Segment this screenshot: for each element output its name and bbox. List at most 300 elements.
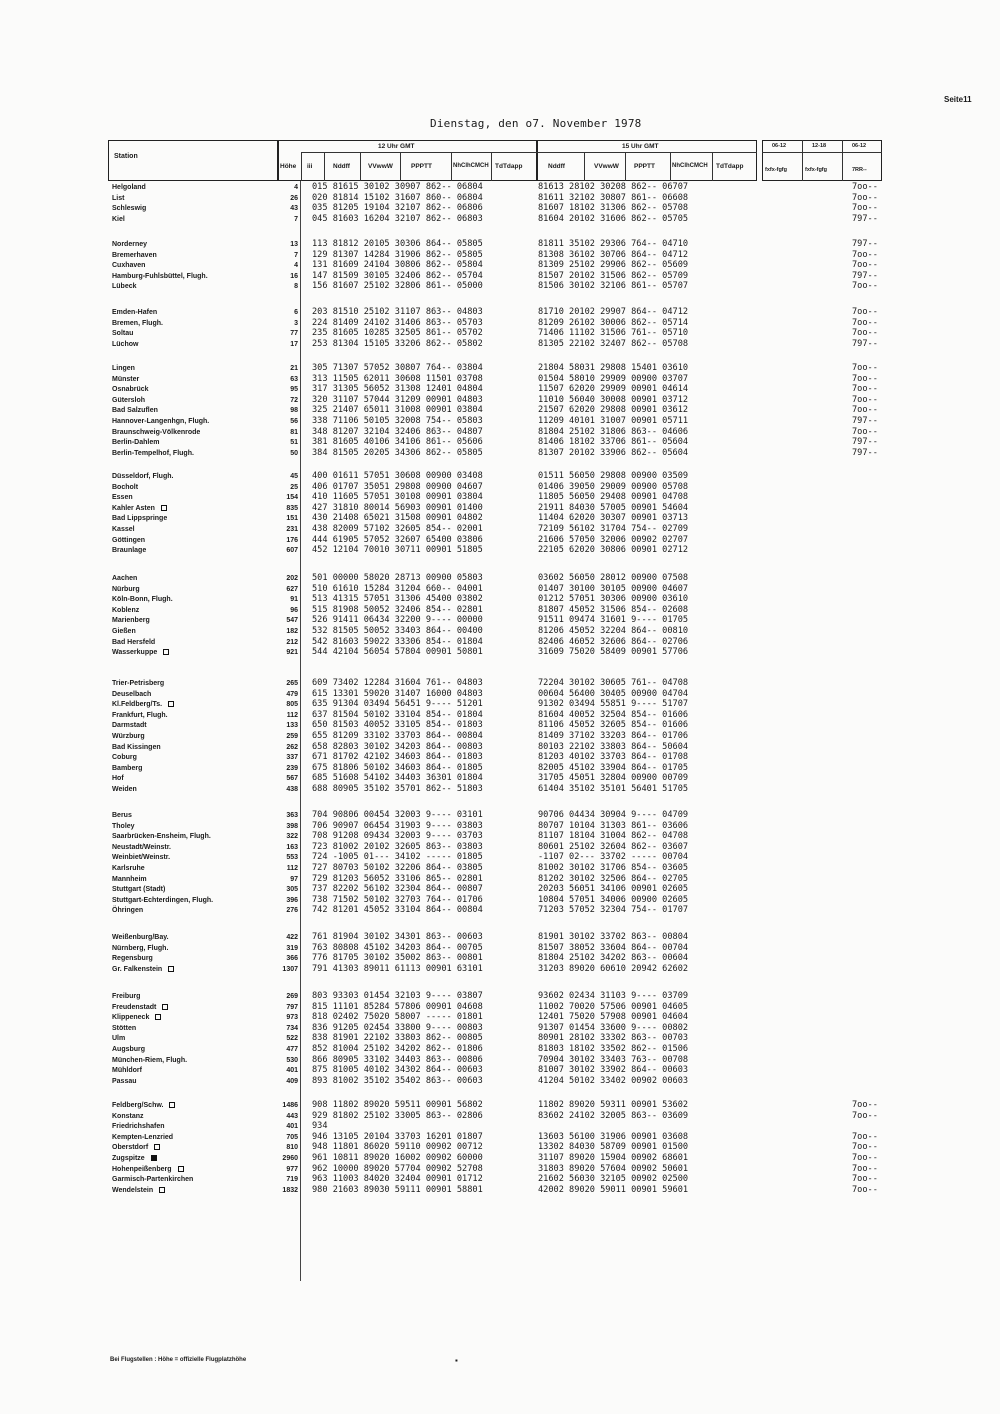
table-row: [0, 1024, 1000, 1035]
obs-15utc: 72109 56102 31704 754-- 02709: [538, 523, 689, 534]
obs-12utc: 776 81705 30102 35002 863-- 00801: [312, 953, 483, 964]
station-label: Bocholt: [112, 483, 139, 491]
station-group: [0, 364, 1000, 459]
station-name: [112, 1101, 175, 1111]
station-name: [112, 272, 208, 282]
station-name: [112, 1056, 187, 1066]
table-row: [0, 449, 1000, 460]
station-name: [112, 1034, 125, 1044]
obs-15utc: 12401 75020 57908 00901 04604: [538, 1012, 689, 1023]
obs-12utc: 131 81609 24104 30806 862-- 05804: [312, 260, 483, 271]
obs-15utc: 81107 18104 31004 862-- 04708: [538, 831, 689, 842]
station-height: 705: [286, 1133, 298, 1141]
obs-12utc: 609 73402 12284 31604 761-- 04803: [312, 678, 483, 688]
station-name: [112, 438, 159, 448]
obs-12utc: 742 81201 45052 33104 864-- 00804: [312, 905, 483, 916]
obs-15utc: 81507 20102 31506 862-- 05709: [538, 270, 689, 281]
station-name: [112, 595, 173, 605]
station-name: [112, 811, 132, 821]
tt-header-15: TdTdapp: [716, 163, 744, 170]
obs-15utc: 81803 18102 33502 862-- 01506: [538, 1043, 689, 1054]
obs-extra: 7oo--: [852, 1131, 878, 1142]
station-height: 212: [286, 638, 298, 646]
obs-15utc: 13603 56100 31906 00901 03608: [538, 1131, 689, 1142]
station-label: Ulm: [112, 1035, 126, 1043]
station-name: [112, 585, 140, 595]
station-label: Feldberg/Schw.: [112, 1102, 164, 1109]
obs-12utc: 410 11605 57051 30108 00901 03804: [312, 492, 483, 503]
mountain-station-icon: [154, 1144, 160, 1150]
obs-15utc: 61404 35102 35101 56401 51705: [538, 783, 689, 794]
obs-12utc: 113 81812 20105 30306 864-- 05805: [312, 239, 483, 249]
table-row: [0, 251, 1000, 262]
ppp-header-12: PPPTT: [411, 163, 432, 170]
table-row: [0, 832, 1000, 843]
station-name: [112, 240, 147, 250]
obs-12utc: 381 81605 40106 34106 861-- 05606: [312, 437, 483, 448]
station-name: [112, 1066, 142, 1076]
table-row: [0, 711, 1000, 722]
obs-15utc: 21606 57050 32006 00902 02707: [538, 534, 689, 545]
obs-12utc: 615 13301 59020 31407 16000 04803: [312, 688, 483, 699]
obs-12utc: 803 93303 01454 32103 9---- 03807: [312, 991, 483, 1001]
obs-12utc: 761 81904 30102 34301 863-- 00603: [312, 932, 483, 942]
table-row: [0, 493, 1000, 504]
obs-12utc: 452 12104 70010 30711 00901 51805: [312, 545, 483, 556]
obs-12utc: 961 10811 89020 16002 00902 60000: [312, 1152, 483, 1163]
obs-15utc: 81811 35102 29306 764-- 04710: [538, 239, 689, 249]
obs-12utc: 948 11801 86020 59110 00902 00712: [312, 1142, 483, 1153]
obs-15utc: 81206 45052 32204 864-- 00810: [538, 625, 689, 636]
ppp-header-15: PPPTT: [634, 163, 655, 170]
mountain-station-icon: [163, 649, 169, 655]
station-label: Osnabrück: [112, 386, 149, 394]
obs-extra: 7oo--: [852, 1100, 878, 1110]
station-label: Weinbiet/Weinstr.: [112, 854, 171, 862]
station-name: [112, 616, 150, 626]
station-label: Bad Lippspringe: [112, 515, 168, 523]
table-row: [0, 843, 1000, 854]
obs-12utc: 542 81603 59022 33306 854-- 01804: [312, 636, 483, 647]
station-name: [112, 679, 164, 689]
table-row: [0, 396, 1000, 407]
station-label: Passau: [112, 1077, 137, 1085]
station-label: Regensburg: [112, 955, 153, 963]
mountain-station-icon: [168, 701, 174, 707]
station-name: [112, 732, 145, 742]
station-label: Hohenpeißenberg: [112, 1165, 172, 1173]
station-name: [112, 843, 171, 853]
station-name: [112, 743, 161, 753]
station-label: Wendelstein: [112, 1186, 154, 1194]
table-row: [0, 785, 1000, 796]
obs-15utc: 90706 04434 30904 9---- 04709: [538, 810, 689, 820]
station-height: 719: [286, 1176, 298, 1184]
obs-12utc: 224 81409 24102 31406 863-- 05703: [312, 317, 483, 328]
station-height: 530: [286, 1056, 298, 1064]
iii-header: iii: [307, 163, 313, 170]
station-label: Gießen: [112, 627, 136, 635]
table-row: [0, 721, 1000, 732]
obs-12utc: 727 80703 50102 32206 864-- 03805: [312, 862, 483, 873]
station-label: Bad Salzuflen: [112, 407, 158, 415]
station-name: [112, 1186, 165, 1196]
page-number: Seite11: [944, 95, 972, 104]
obs-12utc: 815 11101 85284 57806 00901 04608: [312, 1001, 483, 1012]
obs-extra: 7oo--: [852, 1110, 878, 1121]
table-row: [0, 743, 1000, 754]
extra-header-3: 06-12: [852, 143, 867, 149]
station-height: 366: [286, 955, 298, 963]
station-label: Klippeneck: [112, 1014, 150, 1022]
station-label: Wasserkuppe: [112, 649, 158, 657]
mountain-station-icon: [178, 1166, 184, 1172]
station-name: [112, 340, 138, 350]
table-row: [0, 944, 1000, 955]
obs-extra: 7oo--: [852, 426, 878, 437]
obs-extra: 7oo--: [852, 1152, 878, 1163]
table-row: [0, 1003, 1000, 1014]
station-height: 8: [294, 283, 298, 291]
mountain-station-icon: [169, 1102, 175, 1108]
obs-extra: 7oo--: [852, 405, 878, 416]
station-name: [112, 215, 125, 225]
table-row: [0, 585, 1000, 596]
station-label: Oberstdorf: [112, 1144, 149, 1152]
table-row: [0, 574, 1000, 585]
table-row: [0, 1175, 1000, 1186]
obs-15utc: 31107 89020 15904 00902 68601: [538, 1152, 689, 1163]
obs-12utc: 305 71307 57052 30807 764-- 03804: [312, 363, 483, 373]
obs-15utc: 11507 62020 29909 00901 04614: [538, 384, 689, 395]
station-name: [112, 472, 173, 482]
station-name: [112, 864, 145, 874]
obs-15utc: 81106 45052 32605 854-- 01606: [538, 720, 689, 731]
table-row: [0, 1101, 1000, 1112]
station-header: Station: [114, 153, 138, 160]
station-height: 322: [286, 833, 298, 841]
table-row: [0, 1077, 1000, 1088]
station-height: 977: [286, 1165, 298, 1173]
station-label: Marienberg: [112, 617, 150, 625]
time15-header: 15 Uhr GMT: [622, 143, 659, 150]
station-name: [112, 992, 140, 1002]
obs-12utc: 544 42104 56054 57804 00901 50801: [312, 647, 483, 658]
station-name: [112, 627, 136, 637]
station-group: [0, 240, 1000, 293]
station-name: [112, 906, 143, 916]
obs-12utc: 400 01611 57051 30608 00900 03408: [312, 471, 483, 481]
obs-15utc: 01511 56050 29808 00900 03509: [538, 471, 689, 481]
obs-15utc: 01406 39050 29009 00900 05708: [538, 481, 689, 492]
obs-15utc: 81305 22102 32407 862-- 05708: [538, 338, 689, 349]
table-row: [0, 1066, 1000, 1077]
obs-15utc: 21507 62020 29808 00901 03612: [538, 405, 689, 416]
obs-15utc: 91511 09474 31601 9---- 01705: [538, 615, 689, 626]
station-label: Karlsruhe: [112, 864, 145, 872]
station-label: Bremerhaven: [112, 251, 157, 259]
station-label: Mannheim: [112, 875, 147, 883]
obs-12utc: 253 81304 15105 33206 862-- 05802: [312, 338, 483, 349]
obs-15utc: 41204 50102 33402 00902 00603: [538, 1075, 689, 1086]
station-name: [112, 832, 211, 842]
station-label: Würzburg: [112, 732, 145, 740]
obs-15utc: 80103 22102 33803 864-- 50604: [538, 741, 689, 752]
obs-15utc: 81804 25102 31806 863-- 04606: [538, 426, 689, 437]
obs-15utc: 11002 70020 57506 00901 04605: [538, 1001, 689, 1012]
station-name: [112, 1024, 136, 1034]
station-group: [0, 933, 1000, 975]
table-row: [0, 272, 1000, 283]
station-name: [112, 721, 147, 731]
table-row: [0, 194, 1000, 205]
table-row: [0, 483, 1000, 494]
obs-15utc: 81202 30102 32506 864-- 02705: [538, 873, 689, 884]
station-label: Köln-Bonn, Flugh.: [112, 596, 173, 604]
table-row: [0, 319, 1000, 330]
obs-15utc: 80707 10104 31303 861-- 03606: [538, 820, 689, 831]
station-name: [112, 933, 169, 943]
station-label: Mühldorf: [112, 1067, 142, 1075]
station-name: [112, 329, 133, 339]
station-name: [112, 493, 133, 503]
station-label: Öhringen: [112, 907, 144, 915]
obs-15utc: 82406 46052 32606 864-- 02706: [538, 636, 689, 647]
station-height: 409: [286, 1077, 298, 1085]
obs-extra: 7oo--: [852, 182, 878, 192]
obs-15utc: 31705 45051 32804 00900 00709: [538, 773, 689, 784]
station-height: 21: [290, 365, 298, 372]
table-row: [0, 1133, 1000, 1144]
obs-extra: 797--: [852, 437, 878, 448]
nh-header-15: NhClhCMCH: [672, 163, 708, 169]
station-height: 401: [286, 1123, 298, 1131]
station-name: [112, 648, 169, 658]
station-height: 398: [286, 822, 298, 830]
table-row: [0, 896, 1000, 907]
station-label: Braunschweig-Völkenrode: [112, 428, 201, 436]
station-height: 810: [286, 1144, 298, 1152]
obs-15utc: 81507 38052 33604 864-- 00704: [538, 942, 689, 953]
obs-15utc: 03602 56050 28012 00900 07508: [538, 573, 689, 583]
obs-12utc: 852 81004 25102 34202 862-- 01806: [312, 1043, 483, 1054]
obs-15utc: 22105 62020 30806 00901 02712: [538, 545, 689, 556]
table-row: [0, 933, 1000, 944]
station-label: Emden-Hafen: [112, 309, 158, 316]
obs-15utc: 81308 36102 30706 864-- 04712: [538, 249, 689, 260]
station-label: Kl.Feldberg/Ts.: [112, 701, 163, 709]
station-name: [112, 753, 137, 763]
obs-15utc: 81611 32102 30807 861-- 06608: [538, 192, 689, 203]
station-name: [112, 536, 145, 546]
station-group: [0, 1101, 1000, 1196]
station-height: 276: [286, 907, 298, 915]
station-name: [112, 525, 135, 535]
table-row: [0, 329, 1000, 340]
obs-15utc: 81613 28102 30208 862-- 06707: [538, 182, 689, 192]
obs-15utc: 81007 30102 33902 864-- 00603: [538, 1065, 689, 1076]
obs-12utc: 963 11003 84020 32404 00901 01712: [312, 1174, 483, 1185]
station-height: 265: [286, 680, 298, 687]
obs-12utc: 838 81901 22102 33803 862-- 00805: [312, 1033, 483, 1044]
station-name: [112, 183, 146, 193]
obs-15utc: 20203 56051 34106 00901 02605: [538, 884, 689, 895]
obs-12utc: 671 81702 42102 34603 864-- 01803: [312, 752, 483, 763]
station-name: [112, 449, 194, 459]
obs-12utc: 738 71502 50102 32703 764-- 01706: [312, 894, 483, 905]
station-height: 1832: [282, 1186, 298, 1194]
station-name: [112, 319, 163, 329]
obs-12utc: 325 21407 65011 31008 00901 03804: [312, 405, 483, 416]
station-height: 973: [286, 1014, 298, 1022]
station-height: 269: [286, 993, 298, 1000]
table-row: [0, 885, 1000, 896]
station-height: 522: [286, 1035, 298, 1043]
station-name: [112, 1165, 184, 1175]
station-label: Zugspitze: [112, 1154, 145, 1162]
obs-12utc: 650 81503 40052 33105 854-- 01803: [312, 720, 483, 731]
obs-15utc: 31609 75020 58409 00901 57706: [538, 647, 689, 658]
table-row: [0, 906, 1000, 917]
station-height: 7: [294, 215, 298, 223]
station-height: 239: [286, 764, 298, 772]
station-group: [0, 472, 1000, 557]
obs-15utc: 81409 37102 33203 864-- 01706: [538, 730, 689, 741]
obs-15utc: 81604 20102 31606 862-- 05705: [538, 213, 689, 224]
obs-15utc: 72204 30102 30605 761-- 04708: [538, 678, 689, 688]
station-height: 4: [294, 262, 298, 270]
station-height: 45: [290, 473, 298, 480]
obs-12utc: 946 13105 20104 33703 16201 01807: [312, 1131, 483, 1142]
station-height: 921: [286, 649, 298, 657]
obs-12utc: 510 61610 15284 31204 660-- 04001: [312, 583, 483, 594]
table-row: [0, 364, 1000, 375]
mountain-station-icon: [168, 966, 174, 972]
table-row: [0, 1154, 1000, 1165]
obs-12utc: 427 31810 80014 56903 00901 01400: [312, 502, 483, 513]
station-height: 77: [290, 330, 298, 338]
obs-12utc: 658 82803 30102 34203 864-- 00803: [312, 741, 483, 752]
station-label: Berlin-Dahlem: [112, 439, 160, 447]
station-name: [112, 875, 147, 885]
obs-extra: 7oo--: [852, 203, 878, 214]
obs-15utc: 11805 56050 29408 00901 04708: [538, 492, 689, 503]
obs-extra: 7oo--: [852, 363, 878, 373]
table-row: [0, 1056, 1000, 1067]
station-label: Lübeck: [112, 283, 137, 291]
station-label: Tholey: [112, 822, 135, 830]
obs-12utc: 035 81205 19104 32107 862-- 06806: [312, 203, 483, 214]
ndd-header-15: Nddff: [548, 163, 565, 170]
station-height: 95: [290, 386, 298, 394]
mountain-station-icon: [159, 1187, 165, 1193]
station-name: [112, 574, 137, 584]
station-height: 627: [286, 585, 298, 593]
table-row: [0, 240, 1000, 251]
obs-15utc: 31203 89020 60610 20942 62602: [538, 963, 689, 974]
obs-extra: 7oo--: [852, 1163, 878, 1174]
station-name: [112, 1175, 193, 1185]
obs-12utc: 763 80808 45102 34203 864-- 00705: [312, 942, 483, 953]
obs-extra: 797--: [852, 239, 878, 249]
ndd-header-12: Nddff: [333, 163, 350, 170]
obs-12utc: 532 81505 50052 33403 864-- 00400: [312, 625, 483, 636]
station-name: [112, 1045, 145, 1055]
station-height: 17: [290, 340, 298, 348]
obs-12utc: 723 81002 20102 32605 863-- 03803: [312, 841, 483, 852]
table-row: [0, 308, 1000, 319]
station-label: List: [112, 194, 125, 202]
station-label: Trier-Petrisberg: [112, 680, 165, 687]
obs-15utc: 11209 40101 31007 00901 05711: [538, 415, 689, 426]
table-row: [0, 204, 1000, 215]
table-row: [0, 1034, 1000, 1045]
obs-15utc: 13302 84030 58709 00901 01500: [538, 1142, 689, 1153]
station-label: München-Riem, Flugh.: [112, 1056, 188, 1064]
table-row: [0, 546, 1000, 557]
station-label: Cuxhaven: [112, 262, 146, 270]
station-height: 6: [294, 309, 298, 316]
station-height: 259: [286, 732, 298, 740]
obs-12utc: 737 82202 56102 32304 864-- 00807: [312, 884, 483, 895]
obs-15utc: 11802 89020 59311 00901 53602: [538, 1100, 689, 1110]
obs-12utc: 635 91304 03494 56451 9---- 51201: [312, 699, 483, 710]
station-name: [112, 954, 153, 964]
table-row: [0, 992, 1000, 1003]
obs-15utc: 93602 02434 31103 9---- 03709: [538, 991, 689, 1001]
station-label: Nürburg: [112, 585, 140, 593]
obs-12utc: 836 91205 02454 33800 9---- 00803: [312, 1022, 483, 1033]
obs-extra: 797--: [852, 447, 878, 458]
table-row: [0, 406, 1000, 417]
station-name: [112, 1122, 165, 1132]
station-label: Kassel: [112, 525, 135, 533]
station-name: [112, 774, 124, 784]
station-label: Frankfurt, Flugh.: [112, 711, 168, 719]
station-name: [112, 638, 155, 648]
obs-15utc: 21911 84030 57005 00901 54604: [538, 502, 689, 513]
table-row: [0, 1013, 1000, 1024]
table-row: [0, 864, 1000, 875]
station-label: Freudenstadt: [112, 1003, 157, 1011]
obs-15utc: 81804 25102 34202 863-- 00604: [538, 953, 689, 964]
station-label: Braunlage: [112, 547, 147, 555]
station-height: 43: [290, 205, 298, 213]
station-group: [0, 992, 1000, 1087]
station-height: 112: [286, 711, 298, 719]
obs-15utc: 81506 30102 32106 861-- 05707: [538, 281, 689, 292]
table-row: [0, 595, 1000, 606]
station-name: [112, 853, 170, 863]
obs-12utc: 348 81207 32104 32406 863-- 04807: [312, 426, 483, 437]
obs-12utc: 338 71106 50105 32008 754-- 05803: [312, 415, 483, 426]
obs-12utc: 203 81510 25102 31107 863-- 04803: [312, 307, 483, 317]
station-label: Lingen: [112, 365, 135, 372]
extra-header-2: 12-18: [812, 143, 827, 149]
station-height: 319: [286, 944, 298, 952]
obs-12utc: 406 01707 35051 29808 00900 04607: [312, 481, 483, 492]
obs-extra: 797--: [852, 415, 878, 426]
station-label: Deuselbach: [112, 690, 152, 698]
table-row: [0, 504, 1000, 515]
table-row: [0, 638, 1000, 649]
station-name: [112, 375, 139, 385]
station-name: [112, 364, 135, 374]
station-height: 1307: [282, 965, 298, 973]
station-group: [0, 679, 1000, 796]
station-label: Göttingen: [112, 536, 146, 544]
obs-15utc: 81309 25102 29906 862-- 05609: [538, 260, 689, 271]
